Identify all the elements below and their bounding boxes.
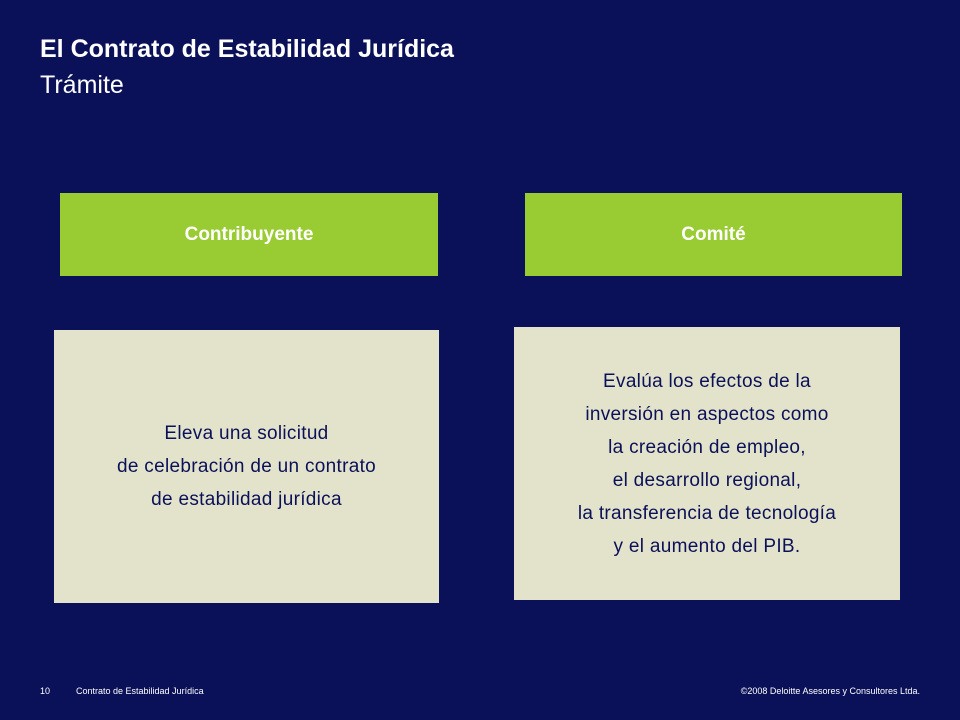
content-box-contribuyente — [54, 330, 439, 603]
content-line: y el aumento del PIB. — [613, 535, 801, 557]
content-text — [578, 365, 836, 563]
slide-title: El Contrato de Estabilidad Jurídica — [40, 35, 454, 63]
content-text — [117, 417, 376, 516]
content-line: la transferencia de tecnología — [577, 502, 837, 524]
content-box-comite — [514, 327, 900, 600]
content-line: de celebración de un contrato — [116, 456, 377, 477]
content-line: la creación de empleo, — [608, 436, 806, 458]
column-header-comite — [525, 193, 902, 276]
content-line: el desarrollo regional, — [612, 469, 802, 491]
column-header-contribuyente — [60, 193, 438, 276]
content-line: Eleva una solicitud — [164, 423, 329, 444]
footer-doc-title: Contrato de Estabilidad Jurídica — [76, 686, 204, 696]
content-line: de estabilidad jurídica — [151, 489, 342, 510]
column-header-label: Contribuyente — [184, 223, 314, 245]
slide-subtitle: Trámite — [40, 71, 124, 99]
footer-page-number: 10 — [40, 686, 51, 696]
content-line: inversión en aspectos como — [585, 403, 829, 425]
column-header-label: Comité — [681, 223, 746, 245]
footer-copyright: ©2008 Deloitte Asesores y Consultores Ltda. — [740, 686, 920, 696]
content-line: Evalúa los efectos de la — [603, 370, 811, 392]
